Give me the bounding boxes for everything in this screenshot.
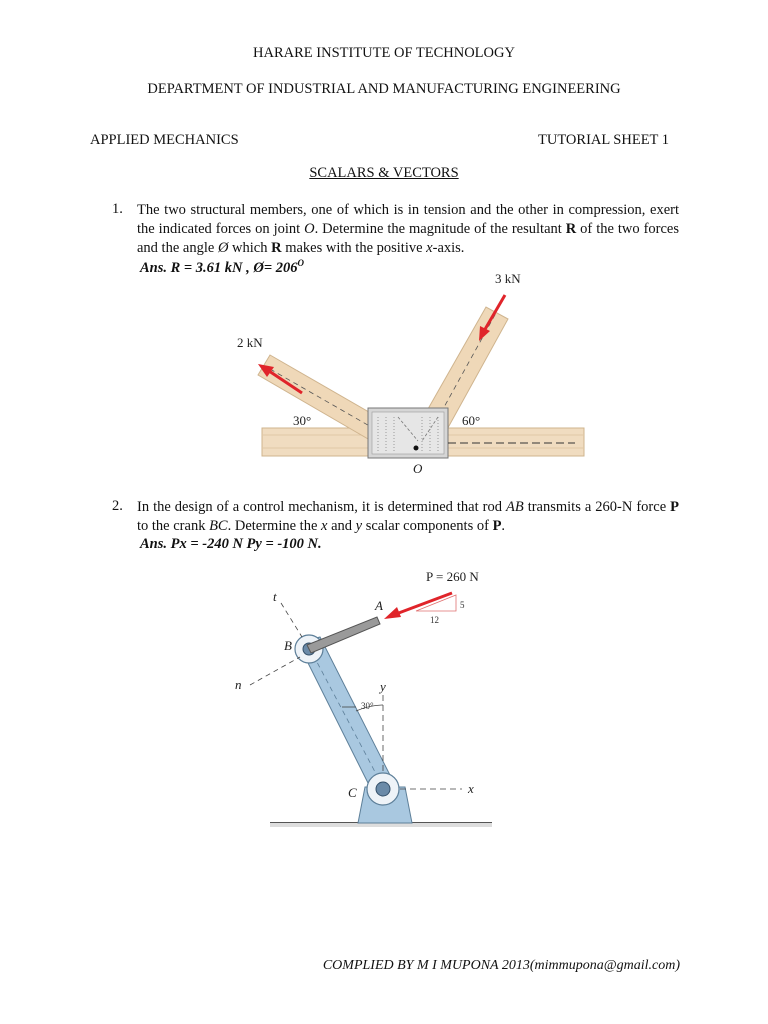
angle-30-label-2: 30° <box>361 701 374 711</box>
question-2-number: 2. <box>112 498 123 514</box>
force-2kn-label: 2 kN <box>237 335 263 350</box>
joint-o-point <box>414 446 419 451</box>
question-2-text: In the design of a control mechanism, it is determined that rod AB transmits a 260-N force P to the crank BC. Determine the x and y scalar components of P. <box>137 499 679 534</box>
axis-n-label: n <box>235 677 242 692</box>
figure-2-crank-mechanism <box>230 565 500 835</box>
axis-x-label: x <box>468 781 474 796</box>
force-3kn-label: 3 kN <box>495 271 521 286</box>
question-1-text: The two structural members, one of which is in tension and the other in compression, exert the indicated forces on joint O. Determine the magnitude of the resultant R of the two forces and the angle Ø which R makes with the positive x-axis. <box>137 202 679 256</box>
angle-30-label: 30° <box>293 413 312 428</box>
question-1-number: 1. <box>112 201 123 217</box>
question-2-answer: Ans. Px = -240 N Py = -100 N. <box>140 536 322 552</box>
point-b-label: B <box>284 638 292 653</box>
point-c-label: C <box>348 785 357 800</box>
rod-ab <box>307 617 380 653</box>
question-1-answer: Ans. R = 3.61 kN , Ø= $206^O$ <box>140 258 305 276</box>
joint-o-label: O <box>413 461 423 476</box>
force-p-label: P = 260 N <box>426 569 479 584</box>
t-axis <box>281 603 302 637</box>
slope-12-label: 12 <box>430 615 439 625</box>
figure-1-truss-joint <box>230 265 590 480</box>
slope-5-label: 5 <box>460 600 465 610</box>
axis-y-label: y <box>380 679 386 694</box>
n-axis <box>250 657 300 685</box>
department-title: DEPARTMENT OF INDUSTRIAL AND MANUFACTURING ENGINEERING <box>147 81 621 97</box>
footer-credit: COMPLIED BY M I MUPONA 2013(mimmupona@gmail.com) <box>322 958 680 973</box>
topic-heading-text: SCALARS & VECTORS <box>309 165 459 181</box>
point-a-label: A <box>375 598 383 613</box>
angle-60-label: 60° <box>462 413 481 428</box>
axis-t-label: t <box>273 589 277 604</box>
institute-title: HARARE INSTITUTE OF TECHNOLOGY <box>253 45 515 61</box>
tutorial-sheet-label: TUTORIAL SHEET 1 <box>538 132 670 148</box>
course-title: APPLIED MECHANICS <box>90 132 239 148</box>
topic-heading <box>0 165 768 182</box>
